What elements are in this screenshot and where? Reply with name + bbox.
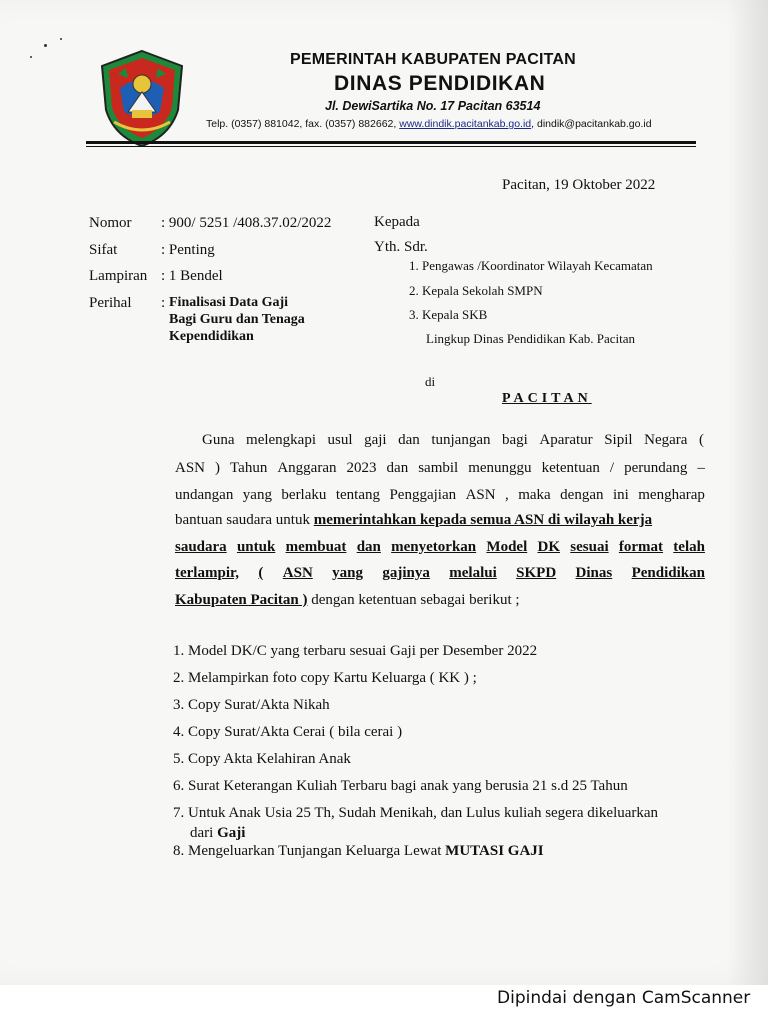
word: , — [505, 487, 509, 503]
word: melengkapi — [246, 432, 317, 448]
requirement-item: 7. Untuk Anak Usia 25 Th, Sudah Menikah, dan Lulus kuliah segera dikeluarkan — [173, 805, 659, 821]
word: – — [697, 460, 705, 476]
word: ASN — [175, 460, 206, 476]
lampiran-label: Lampiran — [89, 268, 148, 284]
word: menunggu — [468, 460, 532, 476]
word: sambil — [418, 460, 459, 476]
recipient-item: 3. Kepala SKB — [409, 307, 488, 322]
word: Model — [486, 539, 528, 555]
word: membuat — [285, 539, 347, 555]
word: Pendidikan — [631, 565, 705, 581]
word: Anggaran — [277, 460, 337, 476]
letterhead-divider-thin — [86, 146, 696, 147]
requirement-emphasis: Gaji — [217, 825, 246, 841]
requirement-text: dari — [190, 825, 218, 841]
perihal-label: Perihal — [89, 295, 132, 311]
website-link[interactable]: www.dindik.pacitankab.go.id — [399, 118, 532, 130]
letterhead-government: PEMERINTAH KABUPATEN PACITAN — [290, 51, 576, 68]
word: telah — [673, 539, 705, 555]
nomor-label: Nomor — [89, 215, 132, 231]
word: untuk — [236, 539, 276, 555]
body-line — [175, 487, 705, 504]
regency-crest-icon — [98, 48, 186, 148]
paper-edge-shadow — [728, 0, 768, 985]
body-line — [202, 432, 704, 449]
perihal-line: Bagi Guru dan Tenaga — [169, 312, 305, 327]
word: ASN — [282, 565, 313, 581]
word: Negara — [644, 432, 688, 448]
contact-email: , dindik@pacitankab.go.id — [531, 118, 652, 130]
body-line — [175, 460, 705, 477]
requirement-item: 6. Surat Keterangan Kuliah Terbaru bagi anak yang berusia 21 s.d 25 Tahun — [173, 778, 628, 794]
sifat-label: Sifat — [89, 242, 118, 258]
word: usul — [327, 432, 353, 448]
body-line — [175, 592, 520, 609]
requirement-item: 5. Copy Akta Kelahiran Anak — [173, 751, 351, 767]
word: Penggajian — [389, 487, 457, 503]
word: ) — [215, 460, 221, 476]
word: Dinas — [575, 565, 613, 581]
body-line — [175, 512, 652, 529]
word: 2023 — [346, 460, 377, 476]
yth-label: Yth. Sdr. — [374, 239, 428, 255]
body-line-emphasis — [175, 565, 705, 582]
perihal-line: Kependidikan — [169, 329, 254, 344]
letterhead-address: Jl. DewiSartika No. 17 Pacitan 63514 — [325, 99, 541, 113]
word: ASN — [465, 487, 496, 503]
word: tentang — [335, 487, 380, 503]
word: ( — [258, 565, 264, 581]
contact-phone-fax: Telp. (0357) 881042, fax. (0357) 882662, — [206, 118, 400, 130]
word: terlampir, — [175, 565, 240, 581]
body-emphasis: memerintahkan kepada semua ASN di wilayah kerja — [313, 512, 653, 528]
recipient-city: PACITAN — [502, 391, 592, 406]
body-line-emphasis — [175, 539, 705, 556]
word: Tahun — [230, 460, 268, 476]
requirement-item: 3. Copy Surat/Akta Nikah — [173, 697, 330, 713]
word: undangan — [175, 487, 234, 503]
requirement-item — [173, 843, 544, 860]
perihal-colon: : — [161, 295, 166, 311]
word: Sipil — [604, 432, 633, 448]
scan-speck — [44, 44, 47, 47]
word: dengan — [560, 487, 604, 503]
word: dan — [398, 432, 420, 448]
word: ini — [612, 487, 629, 503]
body-text: bantuan saudara untuk — [175, 512, 314, 528]
recipient-scope: Lingkup Dinas Pendidikan Kab. Pacitan — [426, 331, 636, 346]
scan-speck — [30, 56, 32, 58]
word: dan — [386, 460, 409, 476]
letter-date: Pacitan, 19 Oktober 2022 — [502, 177, 656, 193]
di-label: di — [425, 374, 436, 389]
requirement-continuation — [190, 825, 245, 842]
body-text: dengan ketentuan sebagai berikut ; — [307, 592, 520, 608]
sifat-value: : Penting — [161, 242, 215, 258]
nomor-value: : 900/ 5251 /408.37.02/2022 — [161, 215, 332, 231]
word: / — [609, 460, 615, 476]
letterhead-divider — [86, 141, 696, 144]
scanner-watermark: Dipindai dengan CamScanner — [497, 988, 751, 1008]
word: Guna — [202, 432, 235, 448]
word: SKPD — [516, 565, 557, 581]
word: gajinya — [382, 565, 430, 581]
perihal-line: Finalisasi Data Gaji — [169, 295, 289, 310]
lampiran-value: : 1 Bendel — [161, 268, 223, 284]
word: DK — [537, 539, 560, 555]
requirement-item: 2. Melampirkan foto copy Kartu Keluarga ( KK ) ; — [173, 670, 477, 686]
requirement-item: 4. Copy Surat/Akta Cerai ( bila cerai ) — [173, 724, 403, 740]
word: yang — [242, 487, 272, 503]
word: saudara — [175, 539, 227, 555]
scan-speck — [60, 38, 62, 40]
word: sesuai — [570, 539, 609, 555]
word: yang — [332, 565, 363, 581]
word: ( — [698, 432, 704, 448]
requirement-item: 1. Model DK/C yang terbaru sesuai Gaji per Desember 2022 — [173, 643, 538, 659]
letterhead-contact — [206, 118, 652, 130]
requirement-emphasis: MUTASI GAJI — [445, 843, 544, 859]
word: Aparatur — [539, 432, 593, 448]
word: maka — [518, 487, 551, 503]
body-emphasis: Kabupaten Pacitan ) — [175, 592, 308, 608]
word: menyetorkan — [391, 539, 477, 555]
word: bagi — [502, 432, 528, 448]
word: melalui — [449, 565, 497, 581]
word: perundang — [624, 460, 688, 476]
word: format — [618, 539, 664, 555]
word: gaji — [364, 432, 387, 448]
word: mengharap — [638, 487, 705, 503]
word: dan — [356, 539, 381, 555]
word: ketentuan — [541, 460, 600, 476]
word: tunjangan — [431, 432, 491, 448]
kepada-label: Kepada — [374, 214, 420, 230]
letterhead-office: DINAS PENDIDIKAN — [334, 72, 546, 95]
word: berlaku — [281, 487, 327, 503]
recipient-item: 1. Pengawas /Koordinator Wilayah Kecamatan — [409, 258, 653, 273]
recipient-item: 2. Kepala Sekolah SMPN — [409, 283, 543, 298]
requirement-text: 8. Mengeluarkan Tunjangan Keluarga Lewat — [173, 843, 446, 859]
